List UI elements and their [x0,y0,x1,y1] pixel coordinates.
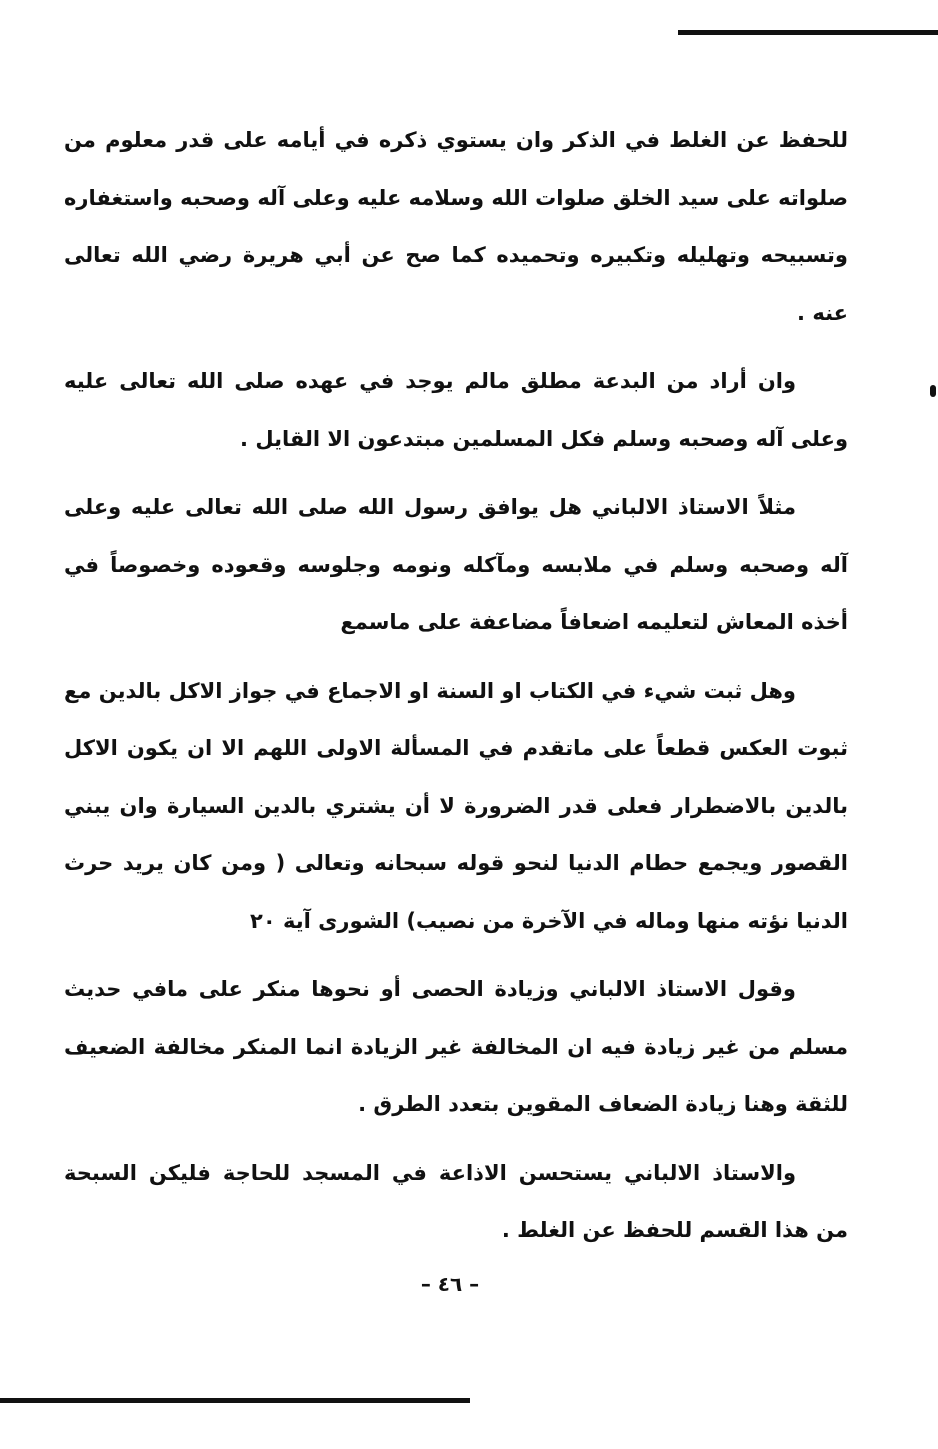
paragraph-3: مثلاً الاستاذ الالباني هل يوافق رسول الله صلى الله تعالى عليه وعلى آله وصحبه وسلم في ملابسه ومآكله ونومه وجلوسه وقعوده وخصوصاً في أخذه المعاش لتعليمه اضعافاً مضاعفة على ماسمع [64,495,848,634]
top-rule [678,30,938,35]
paragraph-1: للحفظ عن الغلط في الذكر وان يستوي ذكره في أيامه على قدر معلوم من صلواته على سيد الخلق صلوات الله وسلامه عليه وعلى آله وصحبه واستغفاره وتسبيحه وتهليله وتكبيره وتحميده كما صح عن أبي هريرة رضي الله تعالى عنه . [64,128,848,325]
page-number: – ٤٦ – [420,1272,480,1296]
page-body [64,112,848,1260]
paragraph-4: وهل ثبت شيء في الكتاب او السنة او الاجماع في جواز الاكل بالدين مع ثبوت العكس قطعاً على ماتقدم في المسألة الاولى اللهم الا ان يكون الاكل بالدين بالاضطرار فعلى قدر الضرورة لا أن يشتري بالدين السيارة وان يبني القصور ويجمع حطام الدنيا لنحو قوله سبحانه وتعالى ( ومن كان يريد حرث الدنيا نؤته منها وماله في الآخرة من نصيب) الشورى آية ٢٠ [64,678,848,933]
bottom-rule [0,1398,470,1403]
edge-mark [930,385,936,397]
paragraph-2: وان أراد من البدعة مطلق مالم يوجد في عهده صلى الله تعالى عليه وعلى آله وصحبه وسلم فكل المسلمين مبتدعون الا القايل . [64,369,848,451]
paragraph-6: والاستاذ الالباني يستحسن الاذاعة في المسجد للحاجة فليكن السبحة من هذا القسم للحفظ عن الغلط . [64,1160,848,1242]
paragraph-5: وقول الاستاذ الالباني وزيادة الحصى أو نحوها منكر على مافي حديث مسلم من غير زيادة فيه ان المخالفة غير الزيادة انما المنكر مخالفة الضعيف للثقة وهنا زيادة الضعاف المقوين بتعدد الطرق . [64,977,848,1116]
